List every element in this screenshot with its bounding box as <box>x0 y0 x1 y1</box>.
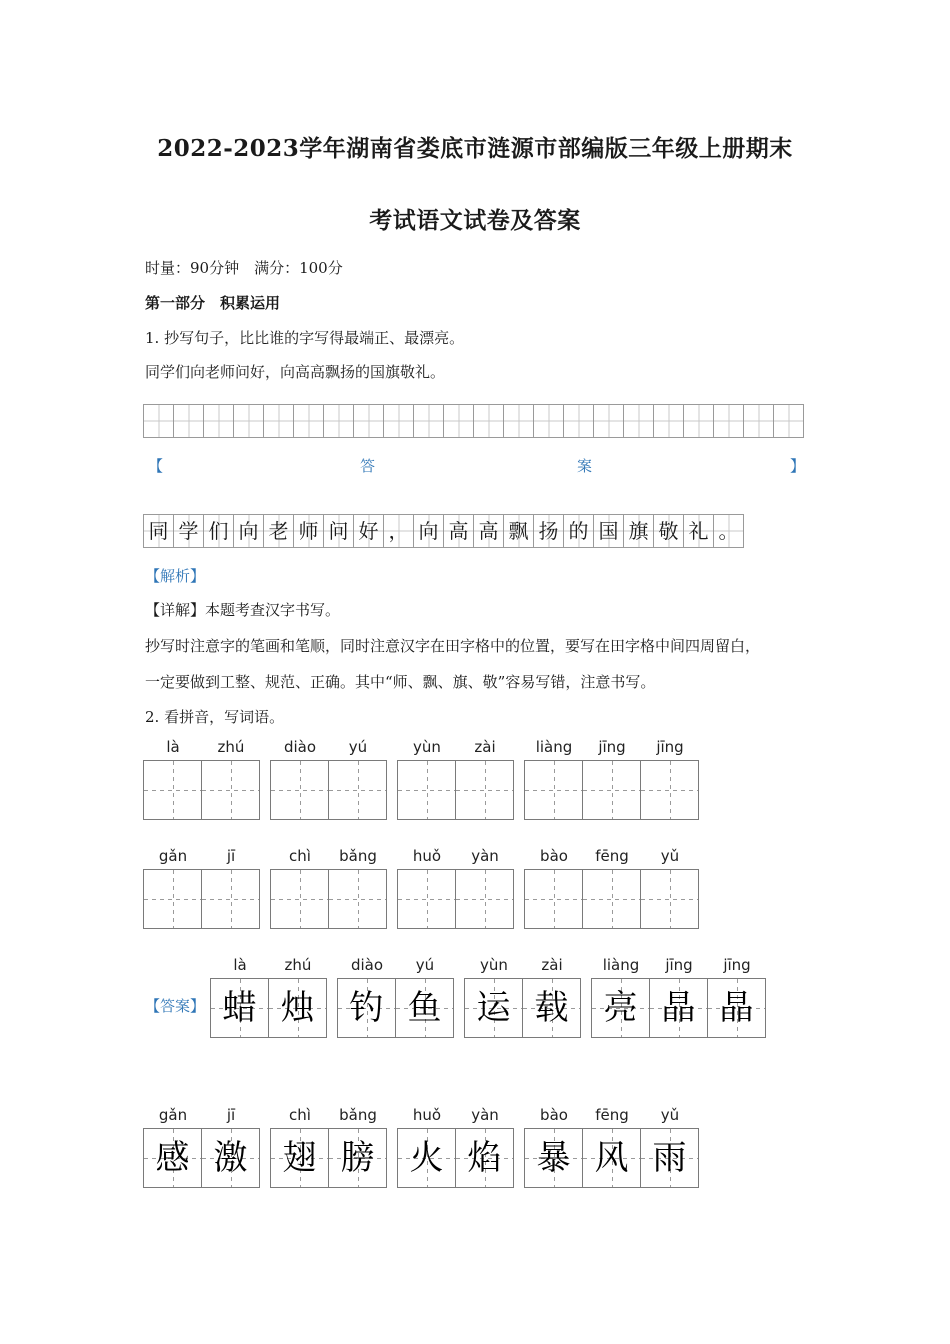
answer-grid-cell: 旗 <box>624 515 654 547</box>
answer-word-grid <box>210 978 327 1038</box>
blank-word-cell <box>525 761 583 819</box>
blank-grid-cell <box>204 405 234 437</box>
blank-grid-cell <box>384 405 414 437</box>
blank-word-cell <box>398 870 456 928</box>
blank-word-cell <box>202 761 260 819</box>
answer-word-cell: 焰 <box>456 1129 514 1187</box>
answer-word-cell: 晶 <box>650 979 708 1037</box>
answer-word-cell: 亮 <box>592 979 650 1037</box>
q1-prompt: 1. 抄写句子，比比谁的字写得最端正、最漂亮。 <box>145 329 465 347</box>
answer-grid-cell: 飘 <box>504 515 534 547</box>
blank-word-grid <box>270 760 387 820</box>
pinyin-label: jīng <box>598 738 626 756</box>
answer-grid-cell: 高 <box>474 515 504 547</box>
pinyin-label: liàng <box>535 738 573 756</box>
pinyin-label: bào <box>540 1106 568 1124</box>
blank-grid-cell <box>444 405 474 437</box>
blank-grid-cell <box>684 405 714 437</box>
answer-word-grid <box>464 978 581 1038</box>
pinyin-label: diào <box>350 956 384 974</box>
pinyin-label: huǒ <box>412 1106 442 1124</box>
pinyin-label: jīng <box>665 956 693 974</box>
answer-word-cell: 蜡 <box>211 979 269 1037</box>
answer-grid-cell: 们 <box>204 515 234 547</box>
blank-grid-cell <box>624 405 654 437</box>
blank-grid-cell <box>264 405 294 437</box>
answer-word-cell: 膀 <box>329 1129 387 1187</box>
blank-word-cell <box>202 870 260 928</box>
blank-word-grid <box>397 760 514 820</box>
blank-word-cell <box>583 870 641 928</box>
blank-grid-cell <box>474 405 504 437</box>
blank-grid-cell <box>174 405 204 437</box>
blank-word-cell <box>641 870 699 928</box>
answer-word-grid <box>591 978 766 1038</box>
pinyin-label: chì <box>289 1106 311 1124</box>
pinyin-label: jī <box>226 1106 236 1124</box>
q1-answer-grid <box>143 514 744 548</box>
q1-blank-grid <box>143 404 804 438</box>
answer-grid-cell: 老 <box>264 515 294 547</box>
doc-title-line2: 考试语文试卷及答案 <box>369 207 581 234</box>
answer-word-cell: 运 <box>465 979 523 1037</box>
blank-word-cell <box>144 761 202 819</box>
pinyin-label: jīng <box>656 738 684 756</box>
pinyin-label: là <box>233 956 247 974</box>
answer-word-grid <box>143 1128 260 1188</box>
answer-bracket-open: 【 <box>148 457 164 475</box>
pinyin-label: yú <box>415 956 435 974</box>
pinyin-label: fēng <box>595 847 629 865</box>
blank-word-cell <box>329 761 387 819</box>
answer-grid-cell: 学 <box>174 515 204 547</box>
analysis-label: 【解析】 <box>145 567 206 585</box>
answer-word-cell: 风 <box>583 1129 641 1187</box>
answer-grid-cell: 好 <box>354 515 384 547</box>
blank-word-cell <box>271 761 329 819</box>
answer-grid-cell: 师 <box>294 515 324 547</box>
blank-grid-cell <box>414 405 444 437</box>
blank-grid-cell <box>714 405 744 437</box>
pinyin-label: jī <box>226 847 236 865</box>
answer-grid-cell: 向 <box>414 515 444 547</box>
blank-grid-cell <box>774 405 804 437</box>
answer-word-cell: 激 <box>202 1129 260 1187</box>
pinyin-label: huǒ <box>412 847 442 865</box>
q2-answer-label: 【答案】 <box>145 997 206 1015</box>
q1-sentence: 同学们向老师问好，向高高飘扬的国旗敬礼。 <box>145 363 446 381</box>
q2-prompt: 2. 看拼音，写词语。 <box>145 708 285 726</box>
answer-word-cell: 鱼 <box>396 979 454 1037</box>
pinyin-label: yàn <box>471 847 499 865</box>
blank-word-grid <box>270 869 387 929</box>
blank-word-cell <box>271 870 329 928</box>
pinyin-label: fēng <box>595 1106 629 1124</box>
answer-word-grid <box>337 978 454 1038</box>
blank-grid-cell <box>654 405 684 437</box>
answer-bracket-close: 】 <box>790 457 806 475</box>
blank-grid-cell <box>504 405 534 437</box>
explain-line-2: 一定要做到工整、规范、正确。其中“师、飘、旗、敬”容易写错，注意书写。 <box>145 673 656 691</box>
pinyin-label: zài <box>474 738 496 756</box>
blank-grid-cell <box>234 405 264 437</box>
blank-word-cell <box>583 761 641 819</box>
pinyin-label: gǎn <box>158 847 188 865</box>
answer-char-2: 案 <box>577 457 593 475</box>
answer-grid-cell: 。 <box>714 515 744 547</box>
answer-char-1: 答 <box>360 457 376 475</box>
blank-word-cell <box>398 761 456 819</box>
answer-grid-cell: ， <box>384 515 414 547</box>
pinyin-label: là <box>166 738 180 756</box>
answer-word-grid <box>524 1128 699 1188</box>
blank-word-grid <box>524 760 699 820</box>
pinyin-label: yùn <box>413 738 441 756</box>
answer-word-cell: 暴 <box>525 1129 583 1187</box>
pinyin-label: zhú <box>284 956 312 974</box>
answer-word-cell: 火 <box>398 1129 456 1187</box>
answer-grid-cell: 国 <box>594 515 624 547</box>
answer-grid-cell: 同 <box>144 515 174 547</box>
exam-meta: 时量：90分钟 满分：100分 <box>145 259 343 277</box>
pinyin-label: bǎng <box>339 847 377 865</box>
pinyin-label: liàng <box>602 956 640 974</box>
answer-word-cell: 感 <box>144 1129 202 1187</box>
answer-grid-cell: 扬 <box>534 515 564 547</box>
pinyin-label: gǎn <box>158 1106 188 1124</box>
blank-grid-cell <box>144 405 174 437</box>
blank-word-cell <box>525 870 583 928</box>
blank-word-cell <box>456 761 514 819</box>
pinyin-label: yú <box>348 738 368 756</box>
answer-word-cell: 雨 <box>641 1129 699 1187</box>
part-heading: 第一部分 积累运用 <box>145 294 281 312</box>
pinyin-label: yùn <box>480 956 508 974</box>
blank-word-grid <box>143 760 260 820</box>
pinyin-label: chì <box>289 847 311 865</box>
doc-title-line1: 2022-2023学年湖南省娄底市涟源市部编版三年级上册期末 <box>157 135 793 162</box>
blank-grid-cell <box>744 405 774 437</box>
answer-grid-cell: 敬 <box>654 515 684 547</box>
blank-word-grid <box>143 869 260 929</box>
blank-word-cell <box>641 761 699 819</box>
answer-word-grid <box>270 1128 387 1188</box>
answer-word-grid <box>397 1128 514 1188</box>
answer-grid-cell: 问 <box>324 515 354 547</box>
answer-word-cell: 晶 <box>708 979 766 1037</box>
answer-word-cell: 翅 <box>271 1129 329 1187</box>
answer-grid-cell: 向 <box>234 515 264 547</box>
blank-word-grid <box>524 869 699 929</box>
answer-grid-cell: 的 <box>564 515 594 547</box>
pinyin-label: bǎng <box>339 1106 377 1124</box>
pinyin-label: zhú <box>217 738 245 756</box>
answer-word-cell: 烛 <box>269 979 327 1037</box>
blank-grid-cell <box>294 405 324 437</box>
blank-grid-cell <box>564 405 594 437</box>
pinyin-label: yǔ <box>660 847 680 865</box>
answer-grid-cell: 高 <box>444 515 474 547</box>
pinyin-label: diào <box>283 738 317 756</box>
blank-word-grid <box>397 869 514 929</box>
blank-word-cell <box>456 870 514 928</box>
blank-grid-cell <box>594 405 624 437</box>
blank-grid-cell <box>354 405 384 437</box>
answer-word-cell: 载 <box>523 979 581 1037</box>
answer-grid-cell: 礼 <box>684 515 714 547</box>
pinyin-label: bào <box>540 847 568 865</box>
pinyin-label: zài <box>541 956 563 974</box>
explain-line-1: 抄写时注意字的笔画和笔顺，同时注意汉字在田字格中的位置，要写在田字格中间四周留白， <box>145 637 761 655</box>
answer-word-cell: 钓 <box>338 979 396 1037</box>
blank-grid-cell <box>324 405 354 437</box>
pinyin-label: jīng <box>723 956 751 974</box>
blank-grid-cell <box>534 405 564 437</box>
pinyin-label: yǔ <box>660 1106 680 1124</box>
detail-text: 【详解】本题考查汉字书写。 <box>145 601 341 619</box>
blank-word-cell <box>329 870 387 928</box>
blank-word-cell <box>144 870 202 928</box>
pinyin-label: yàn <box>471 1106 499 1124</box>
